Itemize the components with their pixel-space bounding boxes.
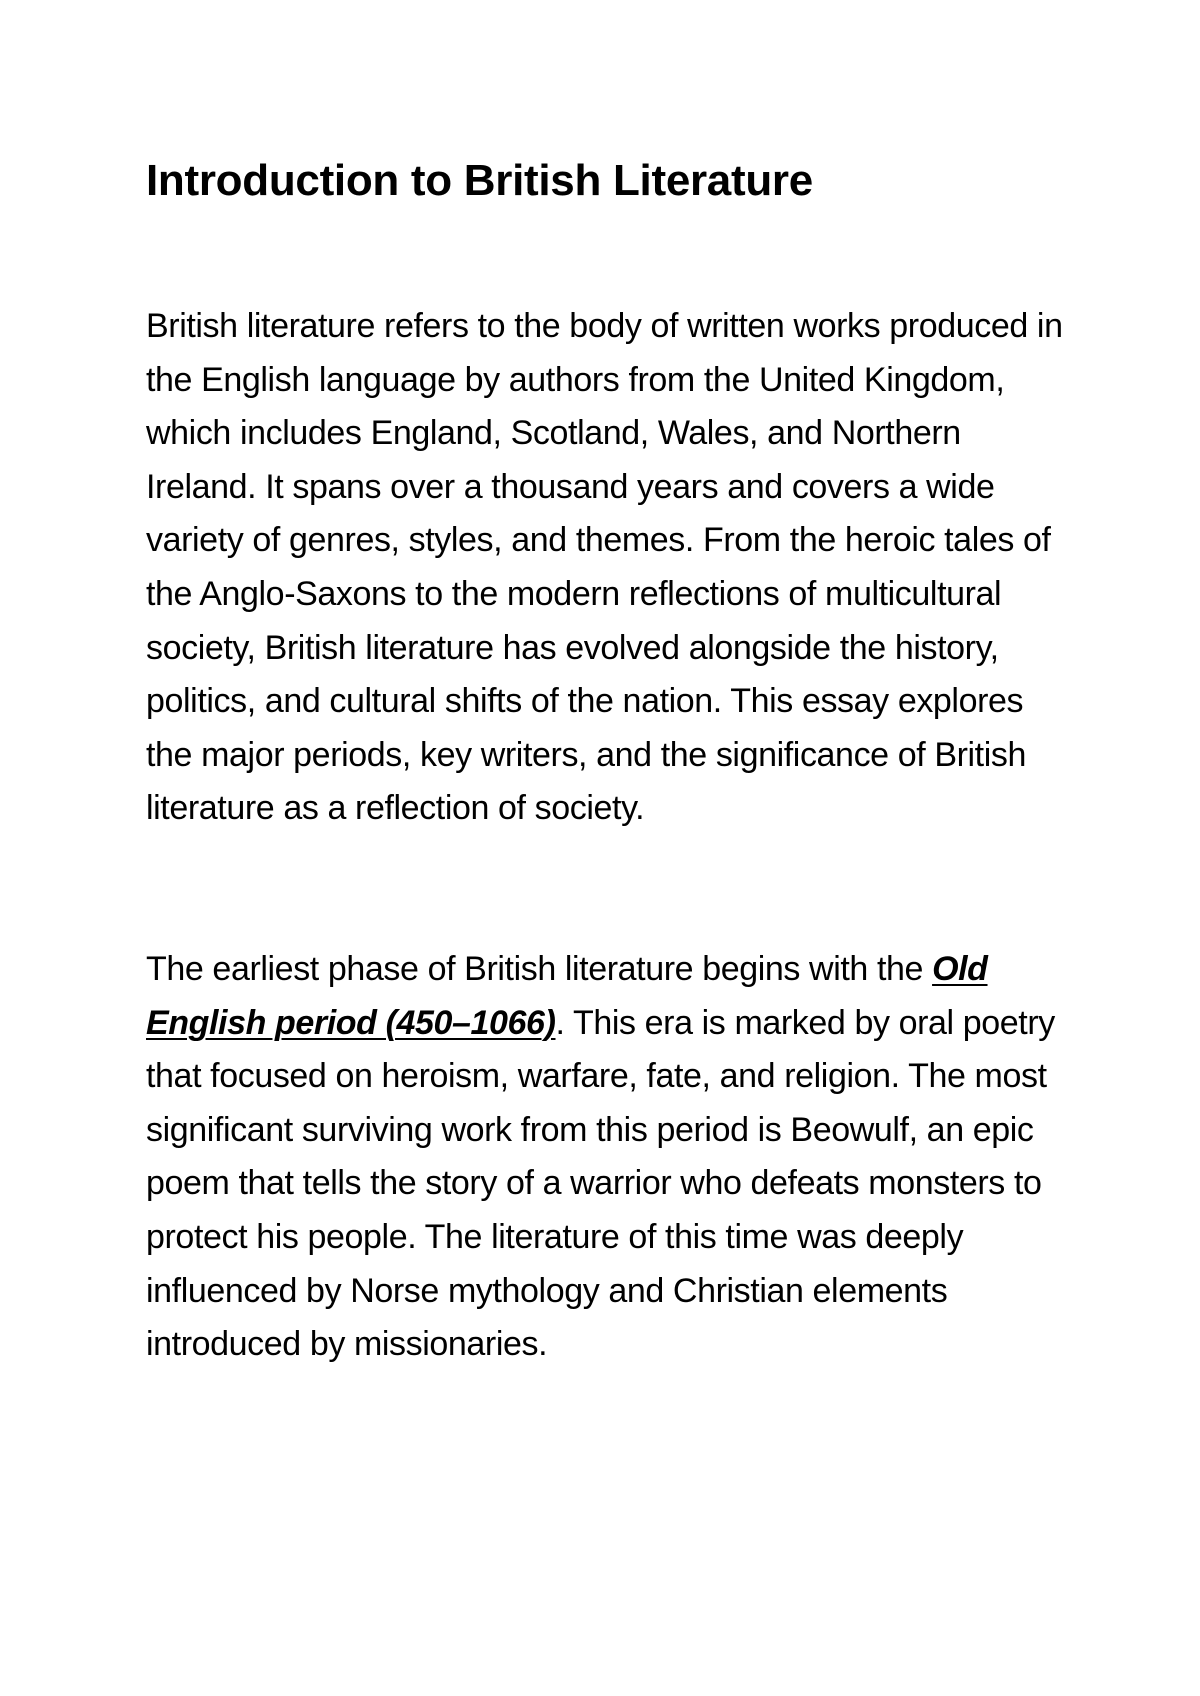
old-english-paragraph <box>146 943 1066 1372</box>
paragraph-text-before: The earliest phase of British literature begins with the <box>146 949 933 988</box>
intro-paragraph: British literature refers to the body of written works produced in the English language by authors from the United Kingdom, which includes England, Scotland, Wales, and Northern Ireland. It spans over a thousand years and covers a wide variety of genres, styles, and themes. From the heroic tales of the Anglo-Saxons to the modern reflections of multicultural society, British literature has evolved alongside the history, politics, and cultural shifts of the nation. This essay explores the major periods, key writers, and the significance of British literature as a reflection of society. <box>146 307 1063 828</box>
document-body <box>146 150 1066 1372</box>
old-english-period-emphasis: Old English period (450–1066) <box>146 949 988 1042</box>
paragraph-text-after: . This era is marked by oral poetry that focused on heroism, warfare, fate, and religion. The most significant surviving work from this period is Beowulf, an epic poem that tells the story of a warrior who defeats monsters to protect his people. The literature of this time was deeply influenced by Norse mythology and Christian elements introduced by missionaries. <box>146 1003 1055 1364</box>
document-title: Introduction to British Literature <box>146 156 813 205</box>
